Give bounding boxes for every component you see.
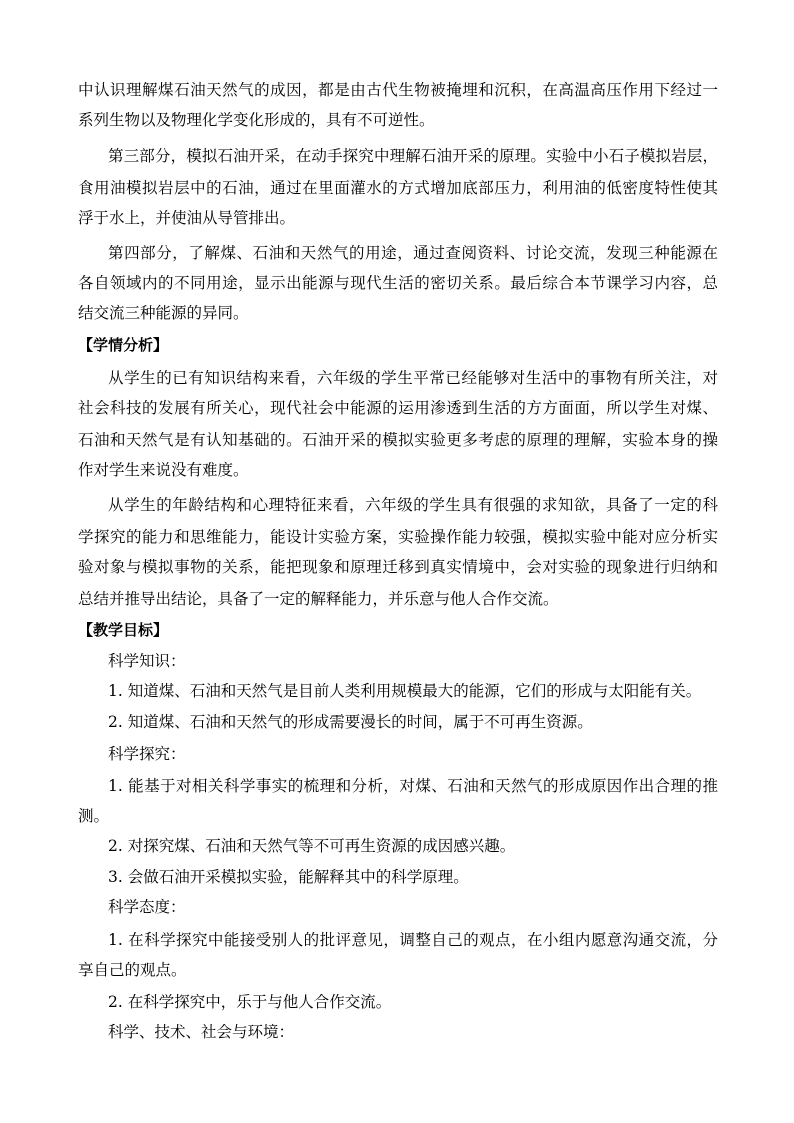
paragraph-line: 系列生物以及物理化学变化形成的，具有不可逆性。: [78, 111, 435, 129]
paragraph-line: 石油和天然气是有认知基础的。石油开采的模拟实验更多考虑的原理的理解，实验本身的操: [78, 431, 718, 449]
paragraph-line: 从学生的年龄结构和心理特征来看，六年级的学生具有很强的求知欲，具备了一定的科: [108, 496, 718, 514]
subheading: 科学知识：: [108, 652, 186, 670]
list-item: 2. 知道煤、石油和天然气的形成需要漫长的时间，属于不可再生资源。: [108, 713, 593, 731]
list-item: 1. 在科学探究中能接受别人的批评意见，调整自己的观点，在小组内愿意沟通交流，分: [108, 931, 718, 949]
paragraph-line: 中认识理解煤石油天然气的成因，都是由古代生物被掩埋和沉积，在高温高压作用下经过一: [78, 81, 718, 99]
list-item: 1. 知道煤、石油和天然气是目前人类利用规模最大的能源，它们的形成与太阳能有关。: [108, 682, 702, 700]
paragraph-line: 社会科技的发展有所关心，现代社会中能源的运用渗透到生活的方方面面，所以学生对煤、: [78, 399, 718, 417]
section-heading-student-analysis: 【学情分析】: [78, 336, 169, 354]
subheading: 科学、技术、社会与环境：: [108, 1023, 295, 1041]
paragraph-line: 总结并推导出结论，具备了一定的解释能力，并乐意与他人合作交流。: [78, 590, 559, 608]
list-item-continuation: 测。: [78, 807, 110, 825]
paragraph-line: 第三部分，模拟石油开采，在动手探究中理解石油开采的原理。实验中小石子模拟岩层，: [108, 147, 718, 165]
list-item: 1. 能基于对相关科学事实的梳理和分析，对煤、石油和天然气的形成原因作出合理的推: [108, 777, 718, 795]
list-item: 2. 在科学探究中，乐于与他人合作交流。: [108, 993, 392, 1011]
paragraph-line: 食用油模拟岩层中的石油，通过在里面灌水的方式增加底部压力，利用油的低密度特性使其: [78, 179, 718, 197]
paragraph-line: 浮于水上，并使油从导管排出。: [78, 209, 296, 227]
paragraph-line: 第四部分，了解煤、石油和天然气的用途，通过查阅资料、讨论交流，发现三种能源在: [108, 244, 718, 262]
paragraph-line: 从学生的已有知识结构来看，六年级的学生平常已经能够对生活中的事物有所关注，对: [108, 369, 718, 387]
paragraph-line: 结交流三种能源的异同。: [78, 304, 249, 322]
paragraph-line: 各自领域内的不同用途，显示出能源与现代生活的密切关系。最后综合本节课学习内容，总: [78, 274, 718, 292]
paragraph-line: 学探究的能力和思维能力，能设计实验方案，实验操作能力较强，模拟实验中能对应分析实: [78, 528, 718, 546]
list-item-continuation: 享自己的观点。: [78, 961, 187, 979]
paragraph-line: 验对象与模拟事物的关系，能把现象和原理迁移到真实情境中，会对实验的现象进行归纳和: [78, 558, 718, 576]
list-item: 2. 对探究煤、石油和天然气等不可再生资源的成因感兴趣。: [108, 837, 516, 855]
list-item: 3. 会做石油开采模拟实验，能解释其中的科学原理。: [108, 868, 469, 886]
subheading: 科学探究：: [108, 745, 186, 763]
section-heading-teaching-goals: 【教学目标】: [78, 621, 169, 639]
paragraph-line: 作对学生来说没有难度。: [78, 461, 249, 479]
subheading: 科学态度：: [108, 898, 186, 916]
